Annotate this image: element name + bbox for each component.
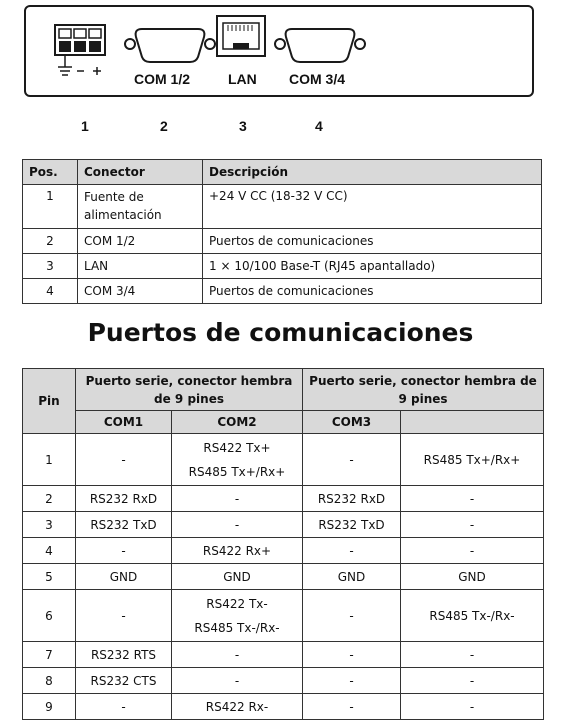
pin-cell: 5 <box>23 564 76 590</box>
com3-cell: RS232 TxD <box>303 512 401 538</box>
table-row <box>23 279 542 304</box>
db9-connector-icon <box>275 29 365 62</box>
description-cell: 1 × 10/100 Base-T (RJ45 apantallado) <box>203 254 542 279</box>
com2-cell <box>172 538 303 564</box>
com3-cell: - <box>303 642 401 668</box>
com2-cell <box>172 512 303 538</box>
pos-cell: 2 <box>23 229 78 254</box>
pin-table <box>22 368 544 720</box>
column-header: COM3 <box>303 411 401 434</box>
com2-cell <box>172 486 303 512</box>
com3-cell: - <box>303 590 401 642</box>
rj45-connector-icon <box>217 16 265 56</box>
com4-cell: - <box>401 668 544 694</box>
description-cell: +24 V CC (18-32 V CC) <box>203 185 542 229</box>
connector-cell: Fuente de alimentación <box>78 185 203 229</box>
column-header: Pos. <box>23 160 78 185</box>
port-label-lan: LAN <box>228 71 257 87</box>
com3-cell: - <box>303 694 401 720</box>
pin-header: Pin <box>23 369 76 434</box>
group-header: Puerto serie, conector hembra de 9 pines <box>303 369 544 411</box>
position-number: 1 <box>81 118 89 134</box>
com2-cell <box>172 590 303 642</box>
power-terminal-icon <box>55 25 105 75</box>
table-subheader-row <box>23 411 544 434</box>
pin-table-body <box>23 434 544 720</box>
pin-cell: 1 <box>23 434 76 486</box>
section-title: Puertos de comunicaciones <box>87 318 474 347</box>
table-header-row <box>23 160 542 185</box>
com1-cell: RS232 RxD <box>76 486 172 512</box>
pin-cell: 9 <box>23 694 76 720</box>
pos-cell: 1 <box>23 185 78 229</box>
com4-cell: - <box>401 694 544 720</box>
description-cell: Puertos de comunicaciones <box>203 279 542 304</box>
com2-line: - <box>234 673 240 688</box>
table-row <box>23 229 542 254</box>
pin-cell: 6 <box>23 590 76 642</box>
com3-cell: - <box>303 668 401 694</box>
pin-cell: 8 <box>23 668 76 694</box>
com2-cell <box>172 642 303 668</box>
com2-cell <box>172 668 303 694</box>
com2-line: RS422 Rx- <box>205 699 269 714</box>
table-row <box>23 486 544 512</box>
pin-cell: 4 <box>23 538 76 564</box>
position-number: 4 <box>315 118 323 134</box>
port-label-com34: COM 3/4 <box>289 71 346 87</box>
table-row <box>23 434 544 486</box>
com2-line: RS422 Tx+ <box>203 440 271 455</box>
com2-line: GND <box>223 569 251 584</box>
table-row <box>23 668 544 694</box>
description-cell: Puertos de comunicaciones <box>203 229 542 254</box>
table-row <box>23 185 542 229</box>
connector-cell: COM 3/4 <box>78 279 203 304</box>
com1-cell: - <box>76 590 172 642</box>
table-row <box>23 590 544 642</box>
pin-cell: 3 <box>23 512 76 538</box>
table-row <box>23 254 542 279</box>
com3-cell: - <box>303 434 401 486</box>
com3-cell: GND <box>303 564 401 590</box>
connector-cell: LAN <box>78 254 203 279</box>
com2-line: - <box>234 491 240 506</box>
com4-cell: RS485 Tx-/Rx- <box>401 590 544 642</box>
com3-cell: - <box>303 538 401 564</box>
connector-cell: COM 1/2 <box>78 229 203 254</box>
table-row <box>23 564 544 590</box>
com2-line: - <box>234 647 240 662</box>
column-header: Descripción <box>203 160 542 185</box>
com4-cell: - <box>401 512 544 538</box>
position-number: 3 <box>239 118 247 134</box>
com4-cell: RS485 Tx+/Rx+ <box>401 434 544 486</box>
pin-cell: 2 <box>23 486 76 512</box>
group-header: Puerto serie, conector hembra de 9 pines <box>76 369 303 411</box>
db9-connector-icon <box>125 29 215 62</box>
table-row <box>23 538 544 564</box>
com2-line: - <box>234 517 240 532</box>
com1-cell: RS232 TxD <box>76 512 172 538</box>
connector-table <box>22 159 542 304</box>
com1-cell: - <box>76 434 172 486</box>
column-header: COM2 <box>172 411 303 434</box>
com2-cell <box>172 694 303 720</box>
com1-cell: - <box>76 538 172 564</box>
com4-cell: - <box>401 486 544 512</box>
position-number: 2 <box>160 118 168 134</box>
com1-cell: - <box>76 694 172 720</box>
com2-line: RS422 Rx+ <box>202 543 272 558</box>
com2-line: RS485 Tx+/Rx+ <box>188 464 286 479</box>
pos-cell: 4 <box>23 279 78 304</box>
table-row <box>23 694 544 720</box>
table-row <box>23 642 544 668</box>
com1-cell: RS232 RTS <box>76 642 172 668</box>
com4-cell: GND <box>401 564 544 590</box>
table-row <box>23 512 544 538</box>
com2-cell <box>172 564 303 590</box>
port-label-com12: COM 1/2 <box>134 71 191 87</box>
com2-line: RS485 Tx-/Rx- <box>194 620 280 635</box>
com3-cell: RS232 RxD <box>303 486 401 512</box>
com1-cell: GND <box>76 564 172 590</box>
com2-cell <box>172 434 303 486</box>
column-header: Conector <box>78 160 203 185</box>
table-header-row <box>23 369 544 411</box>
com1-cell: RS232 CTS <box>76 668 172 694</box>
pin-cell: 7 <box>23 642 76 668</box>
com4-cell: - <box>401 538 544 564</box>
com4-cell: - <box>401 642 544 668</box>
connector-panel <box>24 5 534 97</box>
com2-line: RS422 Tx- <box>206 596 268 611</box>
column-header: COM1 <box>76 411 172 434</box>
panel-drawing <box>26 7 536 99</box>
pos-cell: 3 <box>23 254 78 279</box>
column-header <box>401 411 544 434</box>
